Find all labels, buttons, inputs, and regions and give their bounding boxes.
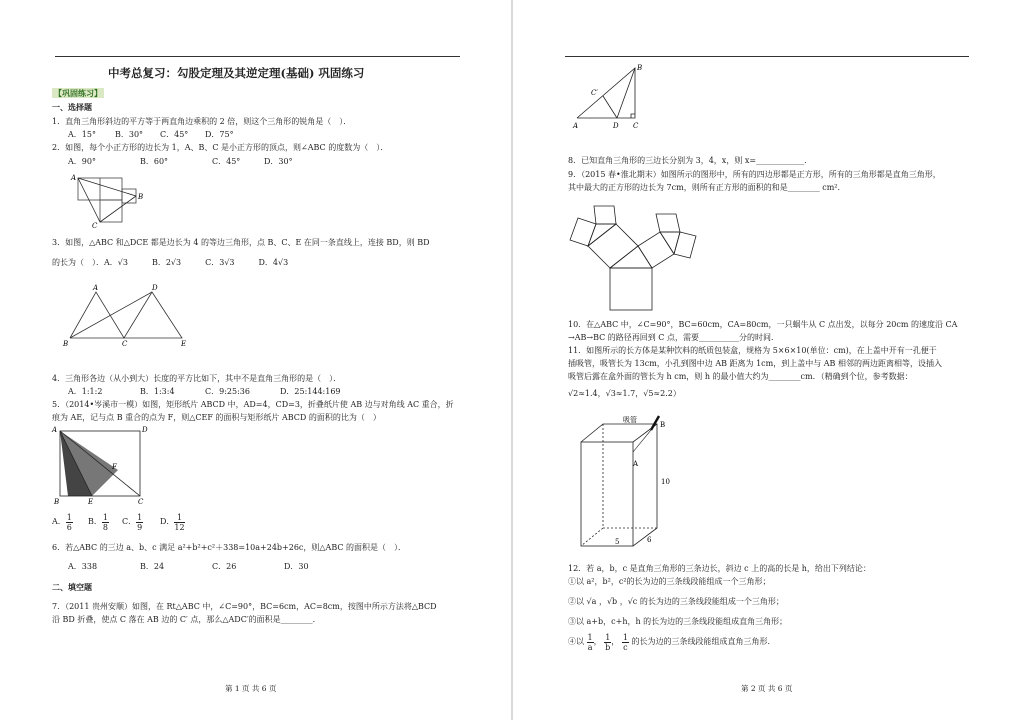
section-heading-fill: 二、填空题 [52,582,92,592]
q5-option-d: D． $\frac{1}{12}$ [160,512,185,532]
q5-label-e: E [88,498,94,506]
q12-conclusion-1: ①以 a²，b²，c²的长为边的三条线段能组成一个三角形； [568,577,771,586]
q2-option-b: B．60° [140,157,169,166]
q11-straw-label: 吸管 [623,416,637,424]
question-12: 12．若 a，b，c 是直角三角形的三条边长，斜边 c 上的高的长是 h，给出下列结论： [568,564,871,573]
q4-option-c: C．9:25:36 [205,387,250,396]
question-3-line-2: 的长为（ ）．A．√3 B．2√3 C．3√3 D．4√3 [52,258,289,267]
q7-label-d: D [613,122,619,130]
question-11-line-2: 插吸管，吸管长为 13cm，小孔到图中边 AB 距离为 1cm，到上盖中与 AB 相邻的两边距离相等，设插入 [568,359,942,368]
q12-conclusion-3: ③以 a+b，c+h，h 的长为边的三条线段能组成直角三角形； [568,617,788,626]
q6-option-a: A．338 [68,562,98,571]
question-11-line-1: 11．如图所示的长方体是某种饮料的纸质包装盒，规格为 5×6×10(单位：cm)，在上盖中开有一孔便于 [568,346,937,355]
q12-conclusion-2: ②以 √a ，√b ，√c 的长为边的三条线段能组成一个三角形； [568,597,784,606]
question-11-line-3: 吸管后露在盒外面的管长为 h cm，则 h 的最小值大约为________cm．（精确到个位，参考数据： [568,372,913,381]
question-1: 1．直角三角形斜边的平方等于两直角边乘积的 2 倍，则这个三角形的锐角是（ ）． [52,117,352,126]
question-7-line-2: 沿 BD 折叠，使点 C 落在 AB 边的 C′ 点，那么△ADC′的面积是________． [52,615,321,624]
q1-option-d: D．75° [205,130,234,139]
question-10-line-2: →AB→BC 的路径再回到 C 点，需要__________分的时间． [568,333,779,342]
q11-depth-label: 6 [647,536,652,544]
q5-label-d: D [142,426,148,434]
q1-option-a: A．15° [68,130,96,139]
question-4: 4．三角形各边（从小到大）长度的平方比如下，其中不是直角三角形的是（ ）． [52,374,342,383]
q5-label-a: A [52,426,58,434]
question-11-line-4: √2≈1.4，√3≈1.7，√5≈2.2） [568,389,681,398]
q3-label-a: A [93,284,99,292]
header-rule [565,56,969,57]
q2-option-a: A．90° [68,157,96,166]
q6-option-b: B．24 [140,562,165,571]
q5-label-c: C [138,498,144,506]
page-1-footer: 第 1 页 共 6 页 [225,684,277,693]
question-8: 8．已知直角三角形的三边长分别为 3，4，x，则 x=____________． [568,156,813,165]
q2-option-c: C．45° [212,157,241,166]
q5-option-b: B． $\frac{1}{8}$ [88,512,108,532]
q5-label-f: F [112,463,117,471]
q12-conclusion-4: ④以 $\frac{1}{a}$ ， $\frac{1}{b}$ ， $\frac{1}{c}$ 的长为边的三条线段能组成直角三角形． [568,632,776,652]
q1-option-c: C．45° [160,130,189,139]
q11-label-b: B [660,421,666,429]
page-1 [0,0,511,720]
page-2 [513,0,1024,720]
q11-label-a: A [633,460,639,468]
q2-option-d: D．30° [264,157,293,166]
q9-squares-figure [568,196,698,320]
question-5-line-1: 5．（2014•岑溪市一模）如图，矩形纸片 ABCD 中，AD=4，CD=3，折叠纸片使 AB 边与对角线 AC 重合，折 [52,400,454,409]
question-3-line-1: 3．如图，△ABC 和△DCE 都是边长为 4 的等边三角形，点 B、C、E 在同一条直线上，连接 BD，则 BD [52,238,430,247]
q1-option-b: B．30° [115,130,144,139]
header-rule [55,56,460,57]
q3-label-e: E [181,340,187,348]
question-10-line-1: 10．在△ABC 中，∠C=90°，BC=60cm，CA=80cm，一只蜗牛从 C 点出发，以每分 20cm 的速度沿 CA [568,320,958,329]
q5-option-c: C． $\frac{1}{9}$ [122,512,143,532]
q11-box-figure [575,412,695,552]
section-tag: 【巩固练习】 [54,88,102,98]
q4-option-b: B．1:3:4 [140,387,175,396]
q6-option-d: D．30 [284,562,309,571]
q7-label-c: C [633,122,639,130]
question-9-line-2: 其中最大的正方形的边长为 7cm，则所有正方形的面积的和是________ cm²． [568,183,846,192]
q2-label-c: C [92,222,98,230]
question-9-line-1: 9．（2015 春•淮北期末）如图所示的图形中，所有的四边形都是正方形，所有的三角形都是直角三角形， [568,170,941,179]
q7-label-c-prime: C′ [591,89,598,97]
document-title: 中考总复习：勾股定理及其逆定理(基础) 巩固练习 [108,66,365,80]
q7-fold-figure [569,62,659,132]
question-7-line-1: 7．（2011 贵州安顺）如图，在 Rt△ABC 中，∠C=90°，BC=6cm，AC=8cm，按图中所示方法将△BCD [52,602,437,611]
q5-fold-figure [52,424,152,508]
q4-option-a: A．1:1:2 [68,387,103,396]
question-6: 6．若△ABC 的三边 a、b、c 满足 a²+b²+c²＋338=10a+24b+26c，则△ABC 的面积是（ ）． [52,543,407,552]
q7-label-a: A [573,122,579,130]
q2-label-b: B [138,193,144,201]
q4-option-d: D．25:144:169 [280,387,341,396]
q11-height-label: 10 [661,478,670,486]
q5-label-b: B [54,498,60,506]
q5-option-a: A． $\frac{1}{6}$ [52,512,72,532]
q3-label-c: C [122,340,128,348]
q3-label-d: D [152,284,158,292]
page-2-footer: 第 2 页 共 6 页 [741,684,793,693]
q3-label-b: B [63,340,69,348]
question-5-line-2: 痕为 AE，记与点 B 重合的点为 F，则△CEF 的面积与矩形纸片 ABCD 的面积的比为（ ） [52,413,381,422]
q7-label-b: B [637,64,643,72]
q6-option-c: C．26 [212,562,237,571]
q2-label-a: A [71,174,77,182]
section-heading-choice: 一、选择题 [52,102,92,112]
q2-grid-figure [70,170,150,230]
q11-width-label: 5 [615,538,620,546]
question-2: 2．如图，每个小正方形的边长为 1，A、B、C 是小正方形的顶点，则∠ABC 的度数为（ ）． [52,143,389,152]
q3-triangles-figure [60,282,200,352]
